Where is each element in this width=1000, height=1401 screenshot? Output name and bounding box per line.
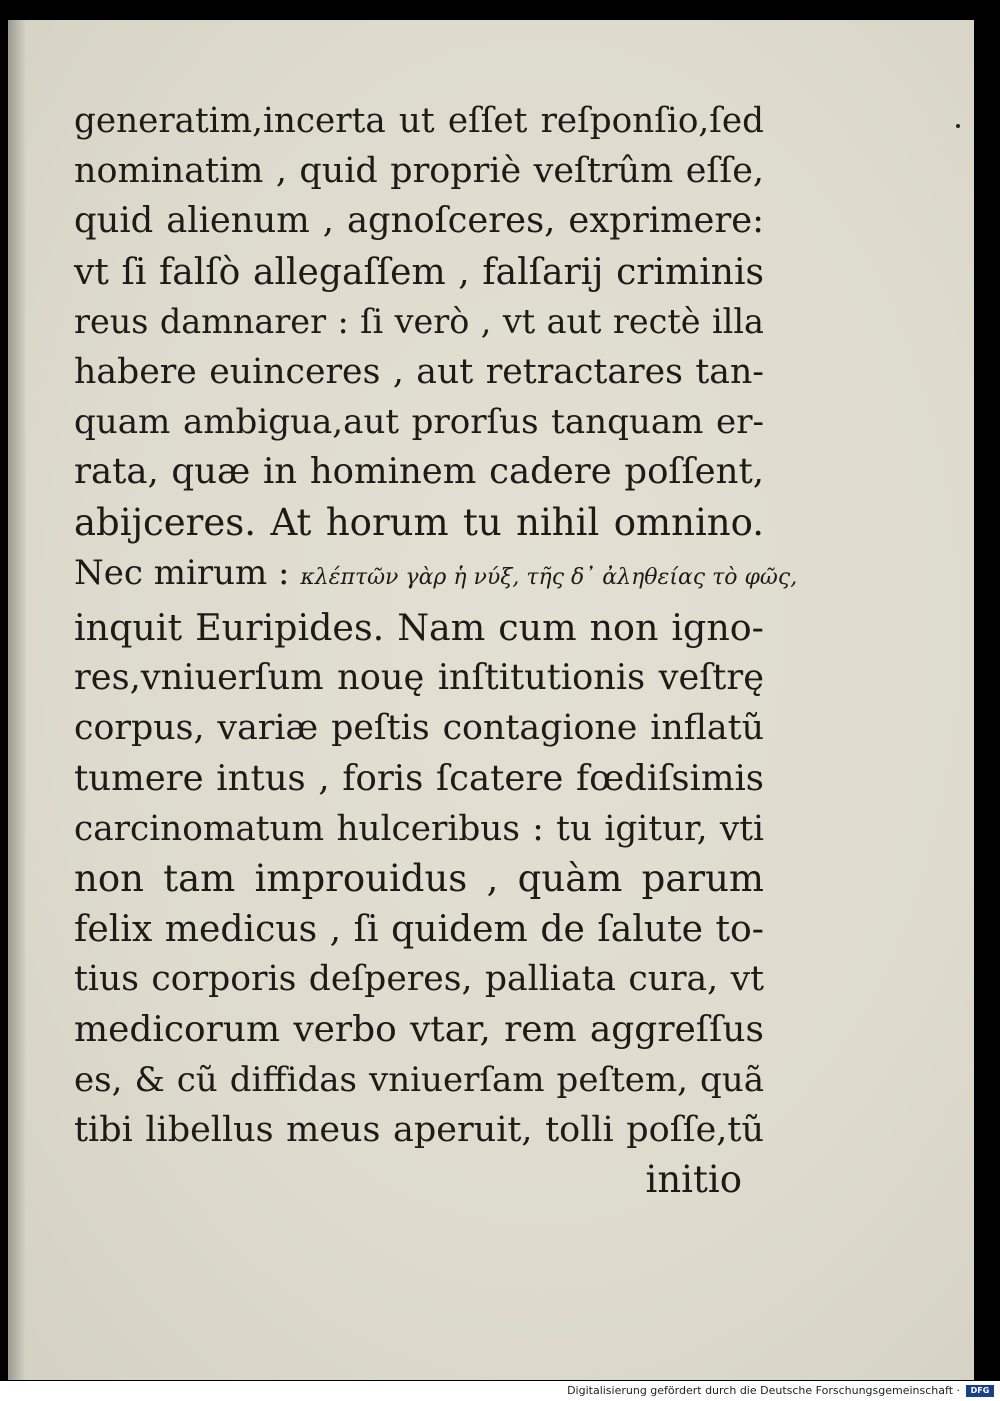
text-line-2: nominatim , quid propriè veſtrûm eſſe, xyxy=(74,151,764,192)
text-line-16: non tam improuidus , quàm parum xyxy=(74,857,764,901)
text-line-6: habere euinceres , aut retractares tan- xyxy=(74,352,764,393)
text-line-15: carcinomatum hulceribus : tu igitur, vti xyxy=(74,808,764,849)
text-line-10 xyxy=(74,548,798,603)
text-line-8: rata, quæ in hominem cadere poſſent, xyxy=(74,451,764,493)
text-line-21: tibi libellus meus aperuit, tolli poſſe,tũ xyxy=(74,1110,764,1151)
text-line-14: tumere intus , foris ſcatere fœdiſsimis xyxy=(74,757,764,799)
text-line-4: vt ſi falſò allegaſſem , falſarij criminis xyxy=(74,250,764,293)
text-line-7: quam ambigua,aut prorſus tanquam er- xyxy=(74,402,764,443)
catchword: initio xyxy=(645,1158,742,1202)
page-gutter-shadow xyxy=(8,20,26,1380)
text-line-13: corpus, variæ peſtis contagione inflatũ xyxy=(74,708,764,749)
text-line-20: es, & cũ diffidas vniuerſam peſtem, quã xyxy=(74,1059,764,1100)
nec-mirum-text: Nec mirum : xyxy=(74,552,290,593)
text-line-1: generatim,incerta ut eſſet reſponſio,ſed xyxy=(74,101,764,141)
page-text xyxy=(74,96,798,1205)
text-line-17: felix medicus , ſi quidem de ſalute to- xyxy=(74,907,764,951)
digitization-footer xyxy=(0,1381,1000,1401)
text-line-18: tius corporis deſperes, palliata cura, vt xyxy=(74,959,764,1000)
margin-ink-mark xyxy=(956,124,960,128)
dfg-logo: DFG xyxy=(966,1385,994,1397)
text-line-9: abijceres. At horum tu nihil omnino. xyxy=(74,500,764,544)
text-line-19: medicorum verbo vtar, rem aggreſſus xyxy=(74,1008,764,1050)
text-line-5: reus damnarer : ſi verò , vt aut rectè illa xyxy=(74,301,764,341)
text-line-11: inquit Euripides. Nam cum non igno- xyxy=(74,606,764,650)
greek-quote: κλέπτῶν γὰρ ἡ νύξ, τῆς δ᾽ ἀληθείας τὸ φῶς, xyxy=(300,564,798,590)
text-line-12: res,vniuerſum nouę inſtitutionis veſtrę xyxy=(74,657,764,699)
funding-credit: Digitalisierung gefördert durch die Deutsche Forschungsgemeinschaft · xyxy=(567,1384,960,1397)
text-line-3: quid alienum , agnoſceres, exprimere: xyxy=(74,200,764,242)
